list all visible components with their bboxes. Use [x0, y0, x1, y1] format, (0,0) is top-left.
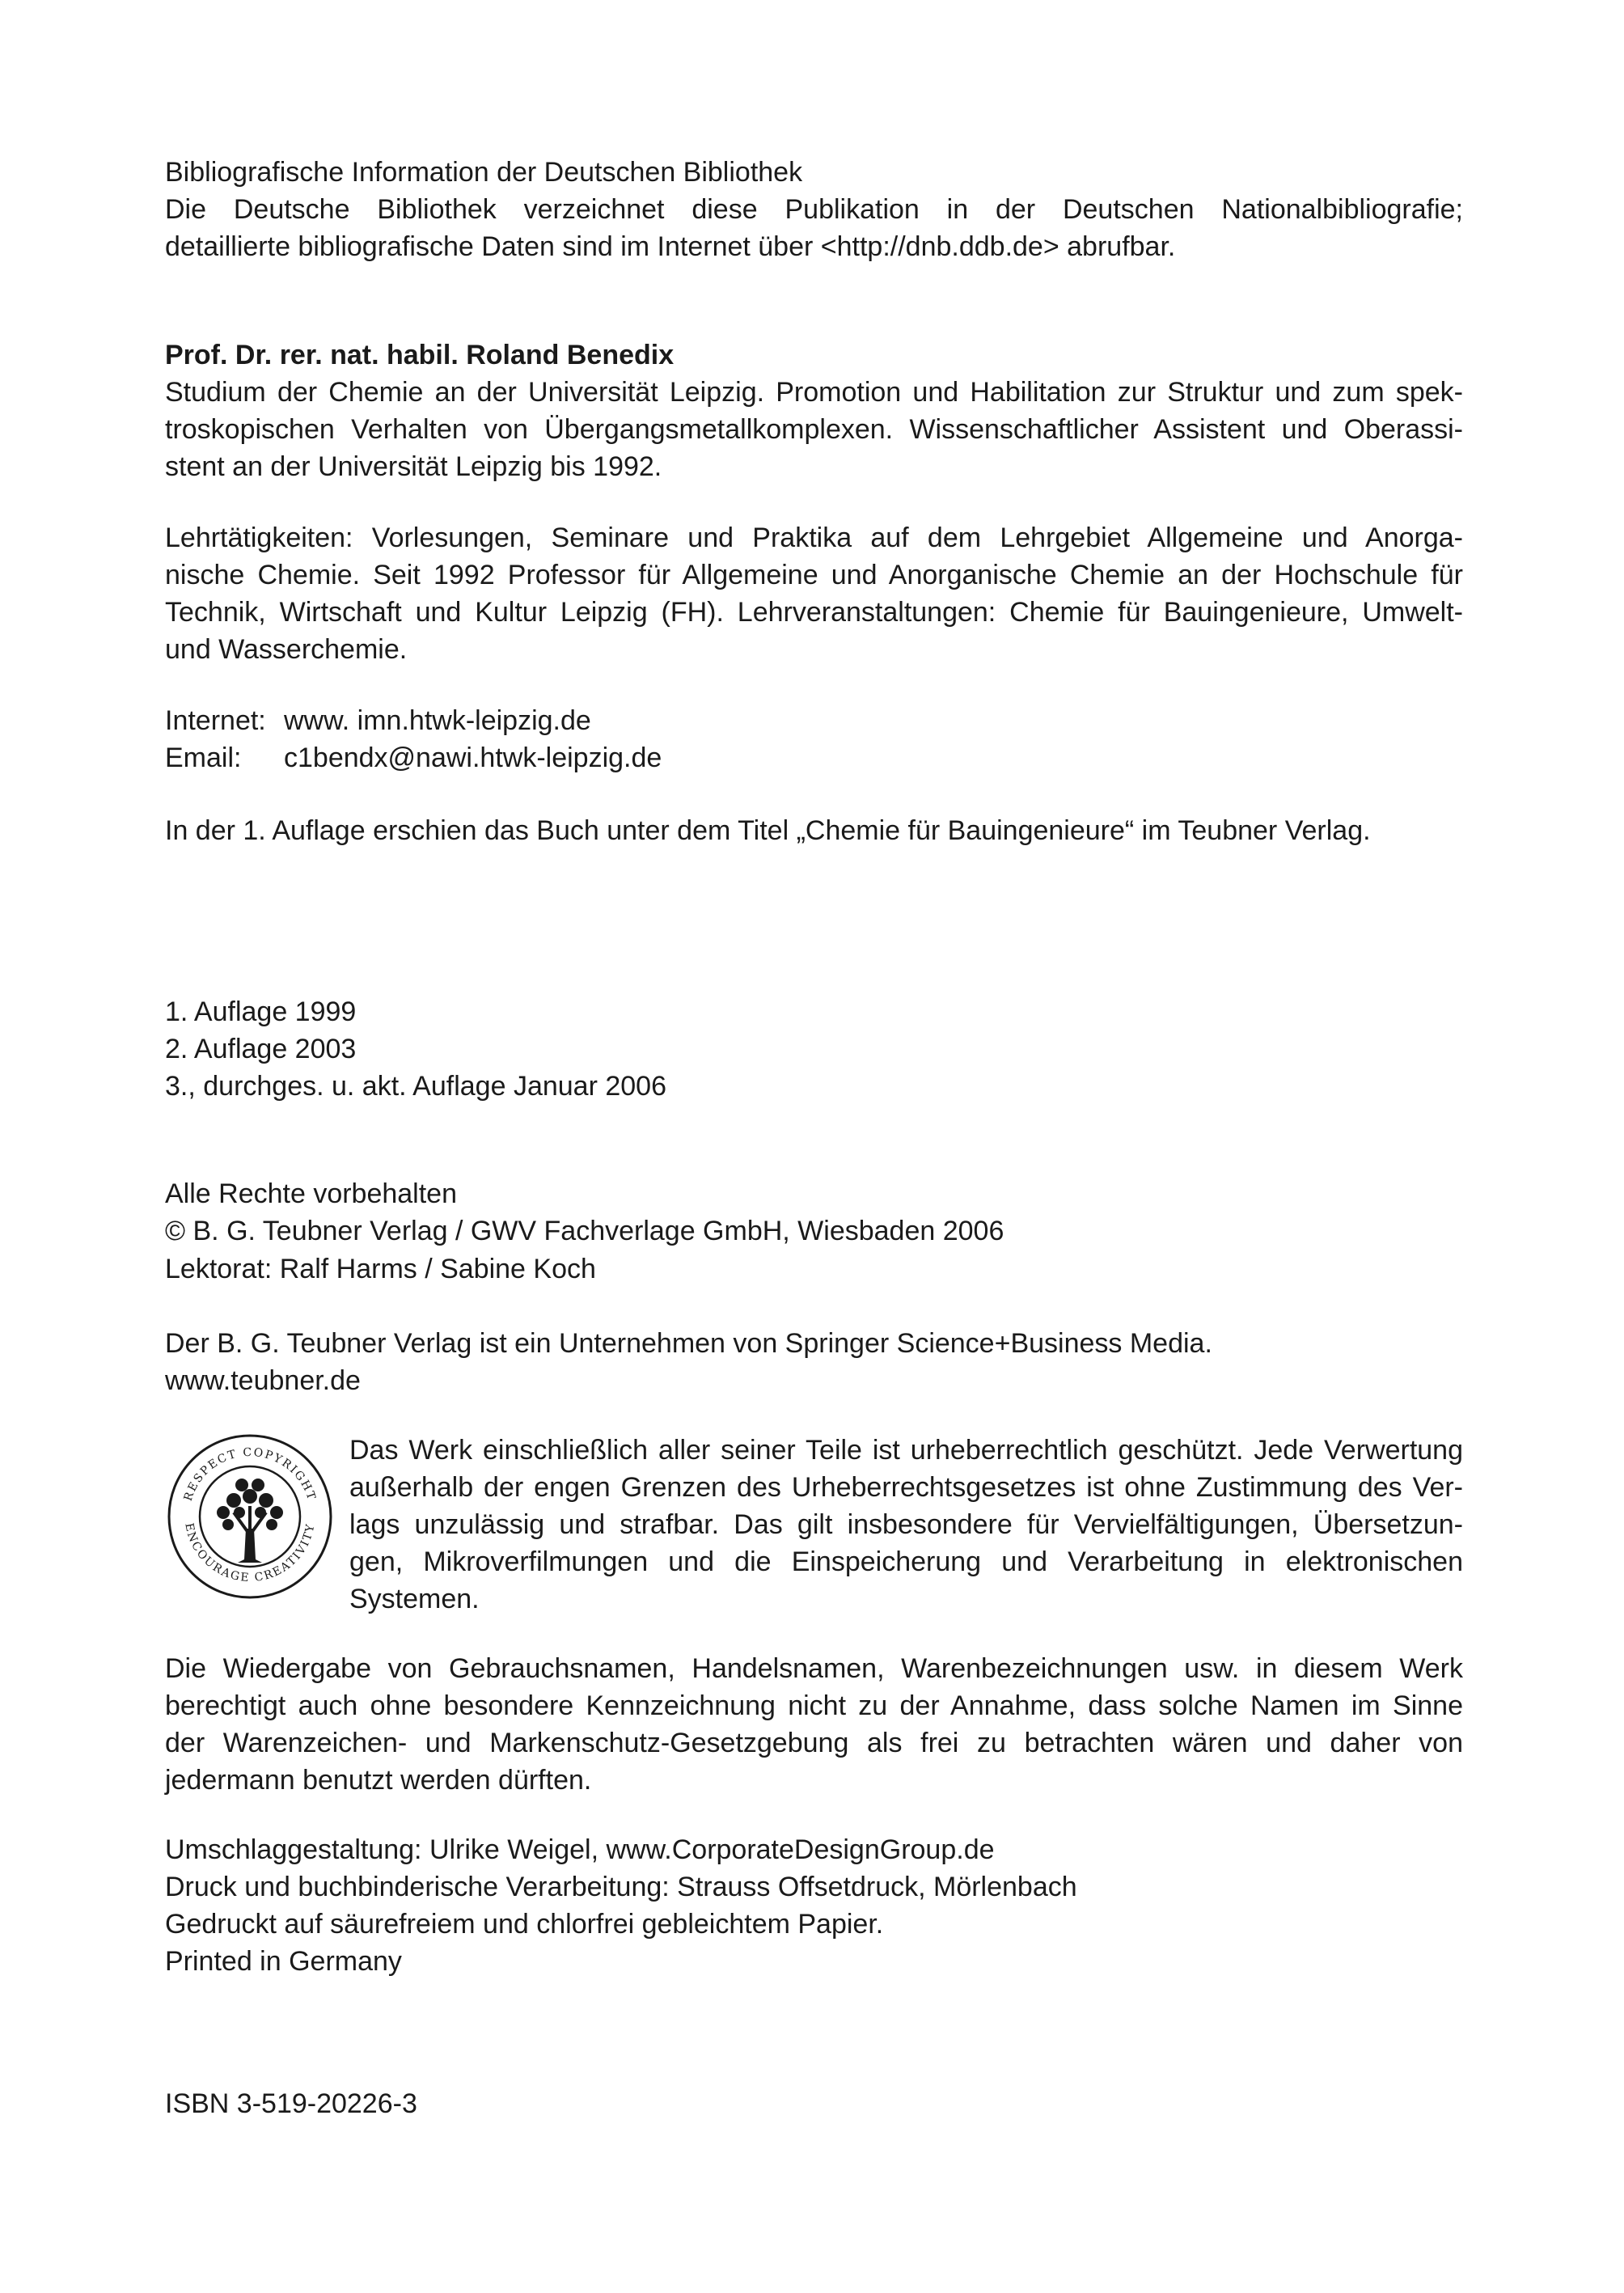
trademarks-line: berechtigt auch ohne besondere Kennzeichnung nicht zu der Annahme, dass solche Namen im Sinne — [165, 1690, 1463, 1721]
trademarks-line: Die Wiedergabe von Gebrauchsnamen, Handelsnamen, Warenbezeichnungen usw. in diesem Werk — [165, 1653, 1463, 1684]
bib-title: Bibliografische Information der Deutschen Bibliothek — [165, 157, 803, 188]
copyright-notice-line: Das Werk einschließlich aller seiner Teile ist urheberrechtlich geschützt. Jede Verwertung — [349, 1435, 1463, 1466]
rights-reserved: Alle Rechte vorbehalten — [165, 1178, 458, 1209]
production-line: Printed in Germany — [165, 1946, 402, 1977]
first-edition-text: In der 1. Auflage erschien das Buch unter dem Titel „Chemie für Bauingenieure“ im Teubner Verlag. — [165, 815, 1371, 846]
seal-bottom-text: ENCOURAGE CREATIVITY — [182, 1521, 318, 1585]
email-label: Email: — [165, 742, 242, 773]
lektorat-section — [165, 1250, 1463, 1288]
teaching-line: und Wasserchemie. — [165, 634, 408, 665]
production-line: Druck und buchbinderische Verarbeitung: Strauss Offsetdruck, Mörlenbach — [165, 1872, 1077, 1902]
copyright-notice-line: gen, Mikroverfilmungen und die Einspeicherung und Verarbeitung in elektronischen — [349, 1546, 1463, 1577]
edition-item: 2. Auflage 2003 — [165, 1034, 357, 1064]
author-section — [165, 336, 1463, 485]
internet-row — [165, 702, 1463, 739]
author-name: Prof. Dr. rer. nat. habil. Roland Benedix — [165, 340, 675, 370]
teaching-line: Technik, Wirtschaft und Kultur Leipzig (FH). Lehrveranstaltungen: Chemie für Bauingenieure, Umwelt- — [165, 597, 1463, 628]
bib-line: detaillierte bibliografische Daten sind im Internet über <http://dnb.ddb.de> abrufbar. — [165, 231, 1176, 262]
author-bio-line: troskopischen Verhalten von Übergangsmetallkomplexen. Wissenschaftlicher Assistent und Oberassi- — [165, 414, 1463, 445]
publisher-line: Der B. G. Teubner Verlag ist ein Unternehmen von Springer Science+Business Media. — [165, 1328, 1212, 1359]
editions-list — [165, 993, 1463, 1105]
contact-section — [165, 702, 1463, 776]
publisher-website[interactable]: www.teubner.de — [165, 1365, 361, 1396]
first-edition-note — [165, 812, 1463, 849]
teaching-section — [165, 519, 1463, 668]
isbn-section — [165, 2085, 1463, 2122]
production-section — [165, 1831, 1463, 1980]
copyright-notice-line: lags unzulässig und strafbar. Das gilt insbesondere für Vervielfältigungen, Übersetzun- — [349, 1509, 1463, 1540]
trademarks-line: der Warenzeichen- und Markenschutz-Gesetzgebung als frei zu betrachten wären und daher von — [165, 1728, 1463, 1758]
teaching-line: Lehrtätigkeiten: Vorlesungen, Seminare und Praktika auf dem Lehrgebiet Allgemeine und Anorga- — [165, 522, 1463, 553]
production-line: Umschlaggestaltung: Ulrike Weigel, www.CorporateDesignGroup.de — [165, 1834, 995, 1865]
lektorat-line: Lektorat: Ralf Harms / Sabine Koch — [165, 1254, 596, 1284]
publisher-section — [165, 1325, 1463, 1399]
author-bio-line: stent an der Universität Leipzig bis 1992. — [165, 451, 662, 482]
trademarks-section — [165, 1650, 1463, 1799]
respect-copyright-seal-icon — [165, 1432, 335, 1601]
edition-item: 1. Auflage 1999 — [165, 996, 357, 1027]
email-link[interactable]: c1bendx@nawi.htwk-leipzig.de — [284, 742, 662, 773]
copyright-seal-section — [165, 1432, 1463, 1634]
copyright-notice-line: Systemen. — [349, 1584, 480, 1614]
email-row — [165, 739, 1463, 776]
trademarks-line: jedermann benutzt werden dürften. — [165, 1765, 592, 1796]
copyright-notice — [349, 1432, 1463, 1618]
author-bio-line: Studium der Chemie an der Universität Leipzig. Promotion und Habilitation zur Struktur und zum spek- — [165, 377, 1463, 408]
bibliographic-info — [165, 154, 1463, 265]
production-line: Gedruckt auf säurefreiem und chlorfrei gebleichtem Papier. — [165, 1909, 884, 1940]
internet-link[interactable]: www. imn.htwk-leipzig.de — [284, 705, 591, 736]
rights-section — [165, 1175, 1463, 1250]
seal-top-text: RESPECT COPYRIGHT — [181, 1445, 319, 1503]
copyright-notice-line: außerhalb der engen Grenzen des Urheberrechtsgesetzes ist ohne Zustimmung des Ver- — [349, 1472, 1463, 1503]
edition-item: 3., durchges. u. akt. Auflage Januar 2006 — [165, 1071, 666, 1102]
bib-line: Die Deutsche Bibliothek verzeichnet diese Publikation in der Deutschen Nationalbibliografie; — [165, 194, 1463, 225]
teaching-line: nische Chemie. Seit 1992 Professor für Allgemeine und Anorganische Chemie an der Hochschule für — [165, 560, 1463, 590]
isbn: ISBN 3-519-20226-3 — [165, 2088, 417, 2119]
internet-label: Internet: — [165, 705, 266, 736]
copyright-line: © B. G. Teubner Verlag / GWV Fachverlage GmbH, Wiesbaden 2006 — [165, 1216, 1004, 1246]
